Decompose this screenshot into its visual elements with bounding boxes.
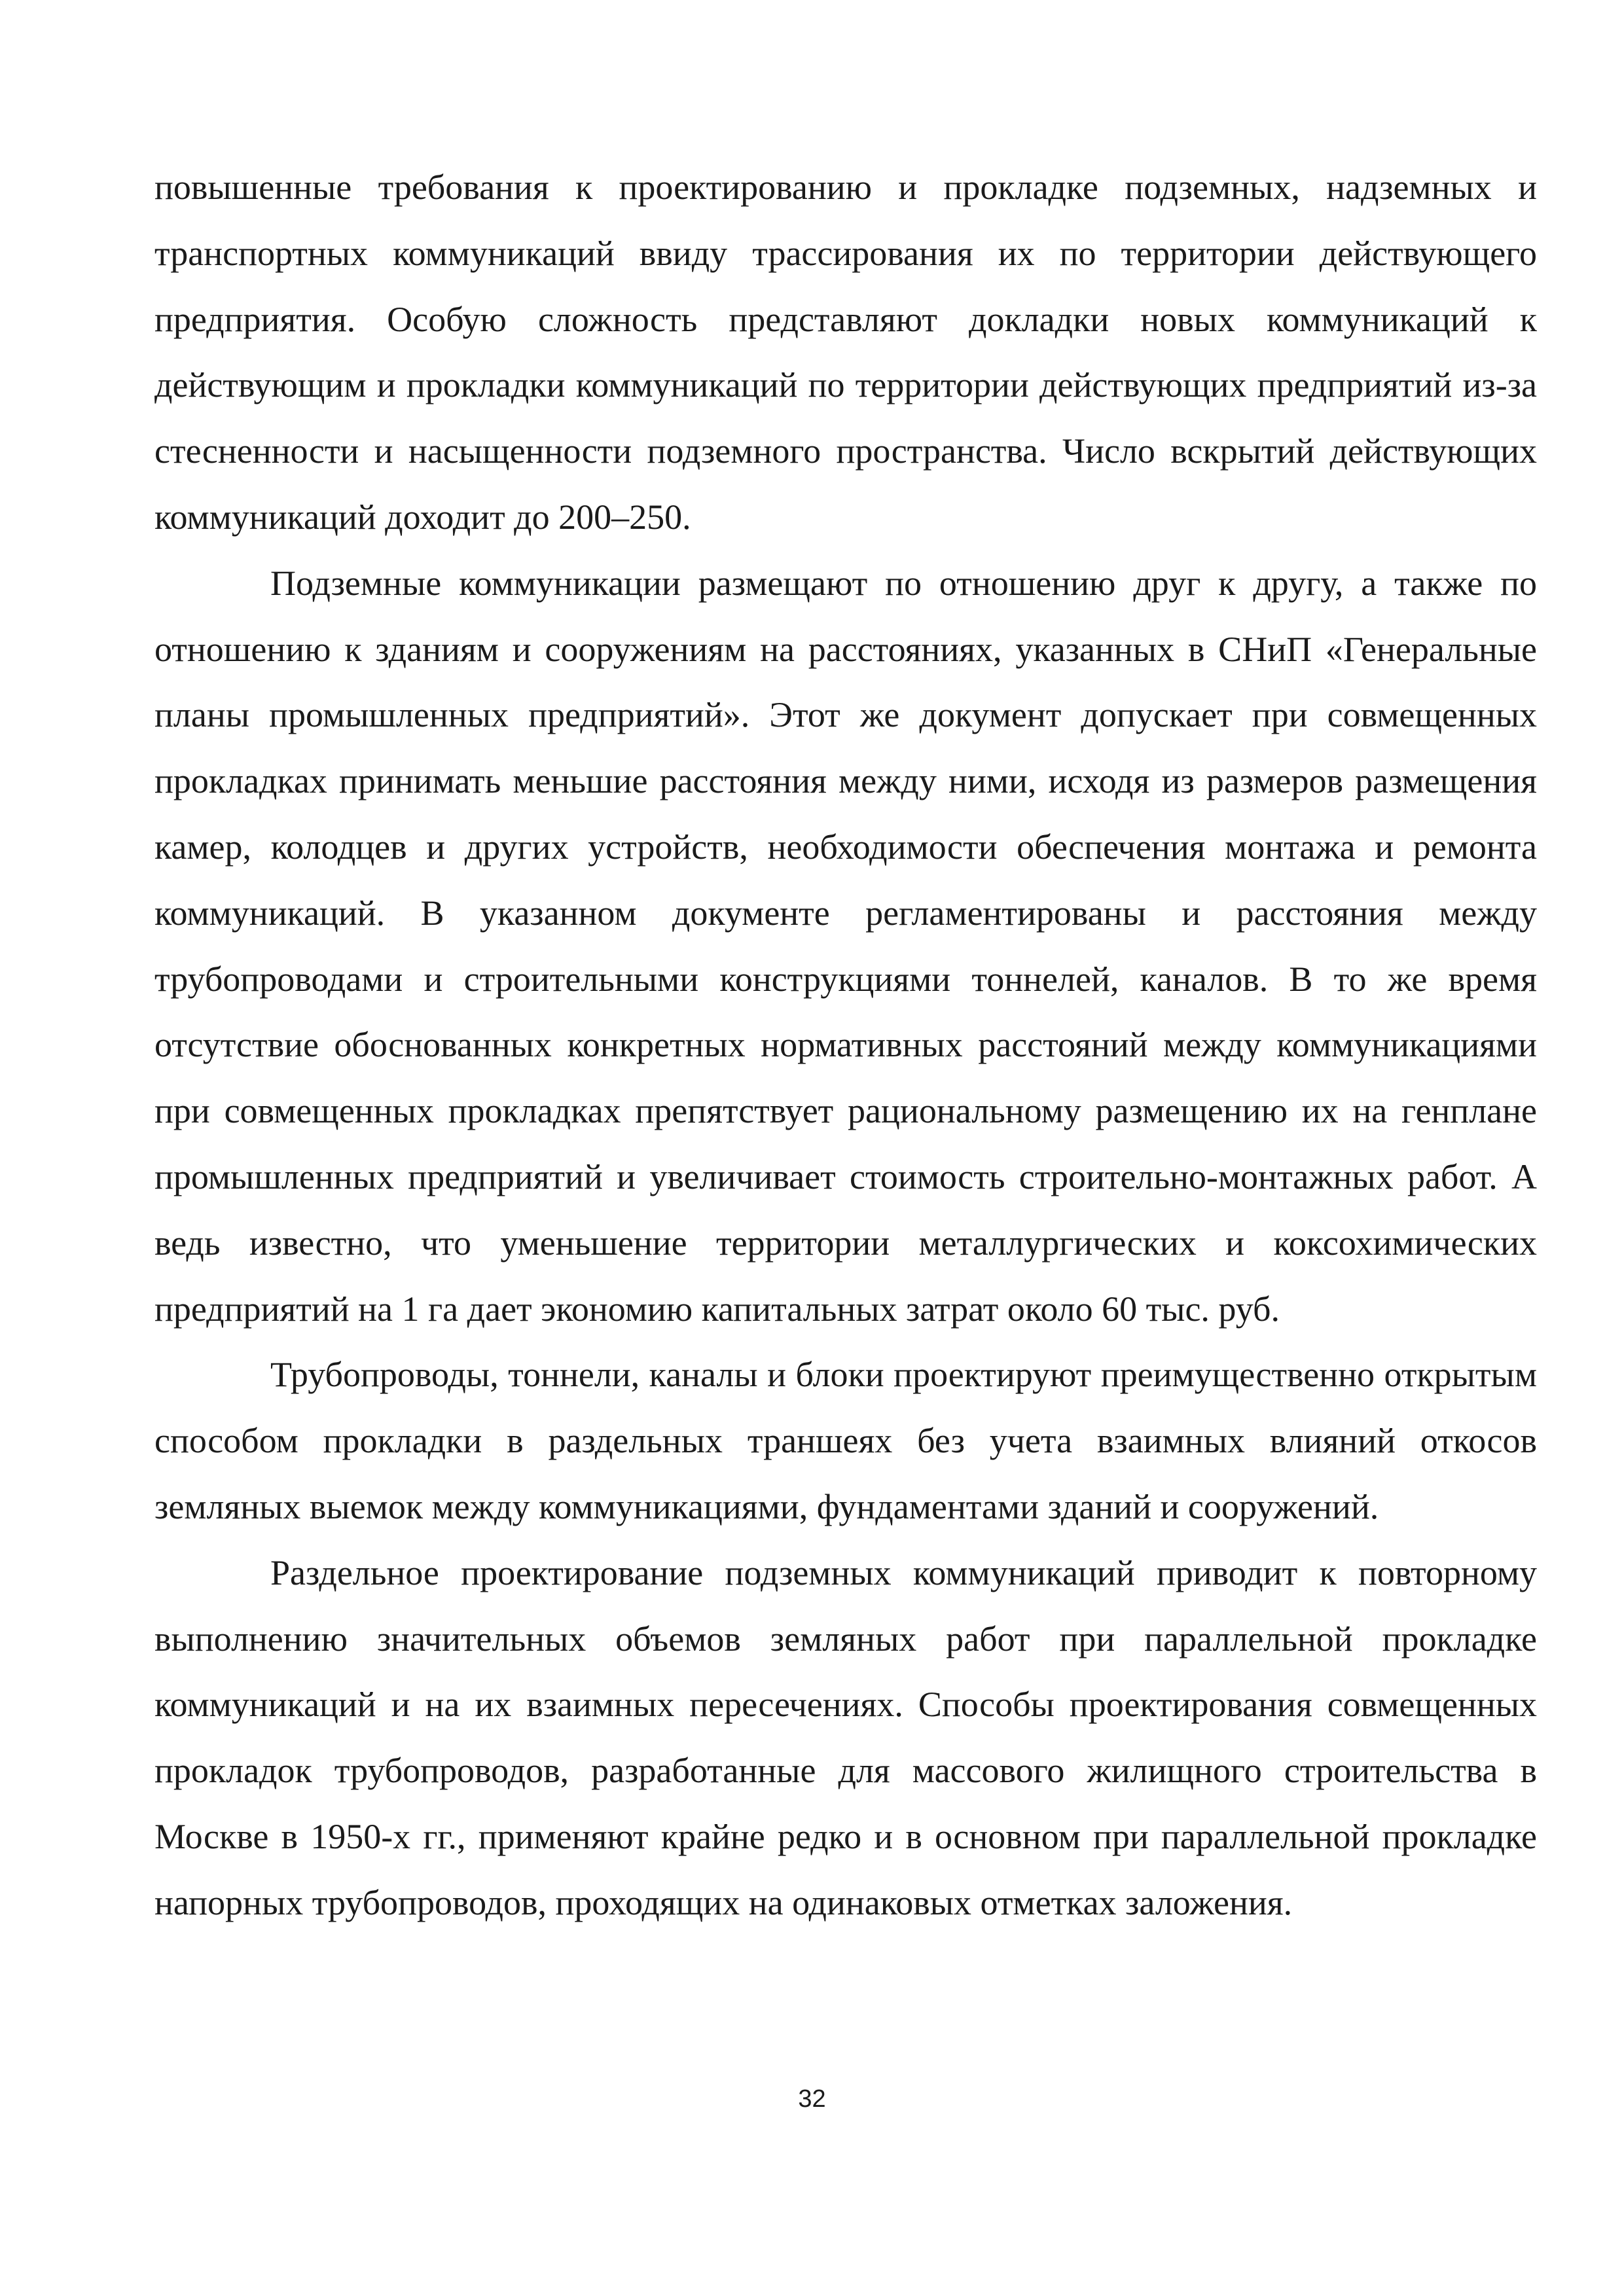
paragraph-1: повышенные требования к проектированию и прокладке подземных, надземных и транспортных коммуникаций ввиду трассирования их по территории действующего предприятия. Особую сложность представляют докладки новых коммуникаций к действующим и прокладки коммуникаций по территории действующих предприятий из-за стесненности и насыщенности подземного пространства. Число вскрытий действующих коммуникаций доходит до 200–250. [154, 168, 1537, 537]
paragraph-3: Трубопроводы, тоннели, каналы и блоки проектируют преимущественно открытым способом прокладки в раздельных траншеях без учета взаимных влияний откосов земляных выемок между коммуникациями, фундаментами зданий и сооружений. [154, 1355, 1537, 1526]
paragraph-4: Раздельное проектирование подземных коммуникаций приводит к повторному выполнению значительных объемов земляных работ при параллельной прокладке коммуникаций и на их взаимных пересечениях. Способы проектирования совмещенных прокладок трубопроводов, разработанные для массового жилищного строительства в Москве в 1950-х гг., применяют крайне редко и в основном при параллельной прокладке напорных трубопроводов, проходящих на одинаковых отметках заложения. [154, 1552, 1537, 1922]
paragraph-2: Подземные коммуникации размещают по отношению друг к другу, а также по отношению к зданиям и сооружениям на расстояниях, указанных в СНиП «Генеральные планы промышленных предприятий». Этот же документ допускает при совмещенных прокладках принимать меньшие расстояния между ними, исходя из размеров размещения камер, колодцев и других устройств, необходимости обеспечения монтажа и ремонта коммуникаций. В указанном документе регламентированы и расстояния между трубопроводами и строительными конструкциями тоннелей, каналов. В то же время отсутствие обоснованных конкретных нормативных расстояний между коммуникациями при совмещенных прокладках препятствует рациональному размещению их на генплане промышленных предприятий и увеличивает стоимость строительно-монтажных работ. А ведь известно, что уменьшение территории металлургических и коксохимических предприятий на 1 га дает экономию капитальных затрат около 60 тыс. руб. [154, 563, 1537, 1329]
document-body [154, 154, 1537, 1936]
page-number: 32 [798, 2085, 826, 2113]
